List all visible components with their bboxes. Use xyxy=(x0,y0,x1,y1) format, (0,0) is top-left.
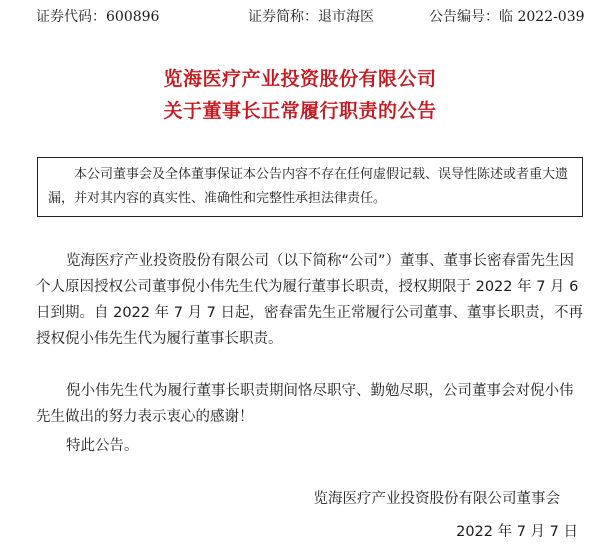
paragraph-text: 倪小伟先生代为履行董事长职责期间恪尽职守、勤勉尽职，公司董事会对倪小伟先生做出的努力表示衷心的感谢！ xyxy=(36,383,574,425)
signature-date: 2022 年 7 月 7 日 xyxy=(456,524,578,540)
title-company-name: 览海医疗产业投资股份有限公司 xyxy=(163,68,437,90)
disclaimer-box xyxy=(37,157,583,217)
body-paragraph-3 xyxy=(36,433,584,459)
paragraph-text: 览海医疗产业投资股份有限公司（以下简称“公司”）董事、董事长密春雷先生因个人原因授权公司董事倪小伟先生代为履行董事长职责，授权期限于 2022 年 7 月 6 日到期。自 2022 年 7 月 7 日起，密春雷先生正常履行公司董事、董事长职责，不再授权倪小伟先生代为履行董事长职责。 xyxy=(36,253,584,347)
stock-code: 证券代码：600896 xyxy=(36,9,160,25)
paragraph-text: 特此公告。 xyxy=(66,438,139,454)
title-announcement-subject: 关于董事长正常履行职责的公告 xyxy=(163,100,437,122)
stock-short-name: 证券简称：退市海医 xyxy=(248,9,374,25)
document-header xyxy=(0,6,600,28)
notice-number: 公告编号：临 2022-039 xyxy=(429,9,585,25)
signature-company: 览海医疗产业投资股份有限公司董事会 xyxy=(313,491,560,507)
disclaimer-text: 本公司董事会及全体董事保证本公告内容不存在任何虚假记载、误导性陈述或者重大遗漏，并对其内容的真实性、准确性和完整性承担法律责任。 xyxy=(48,167,569,206)
body-paragraph-1 xyxy=(36,248,584,352)
body-paragraph-2 xyxy=(36,378,584,430)
